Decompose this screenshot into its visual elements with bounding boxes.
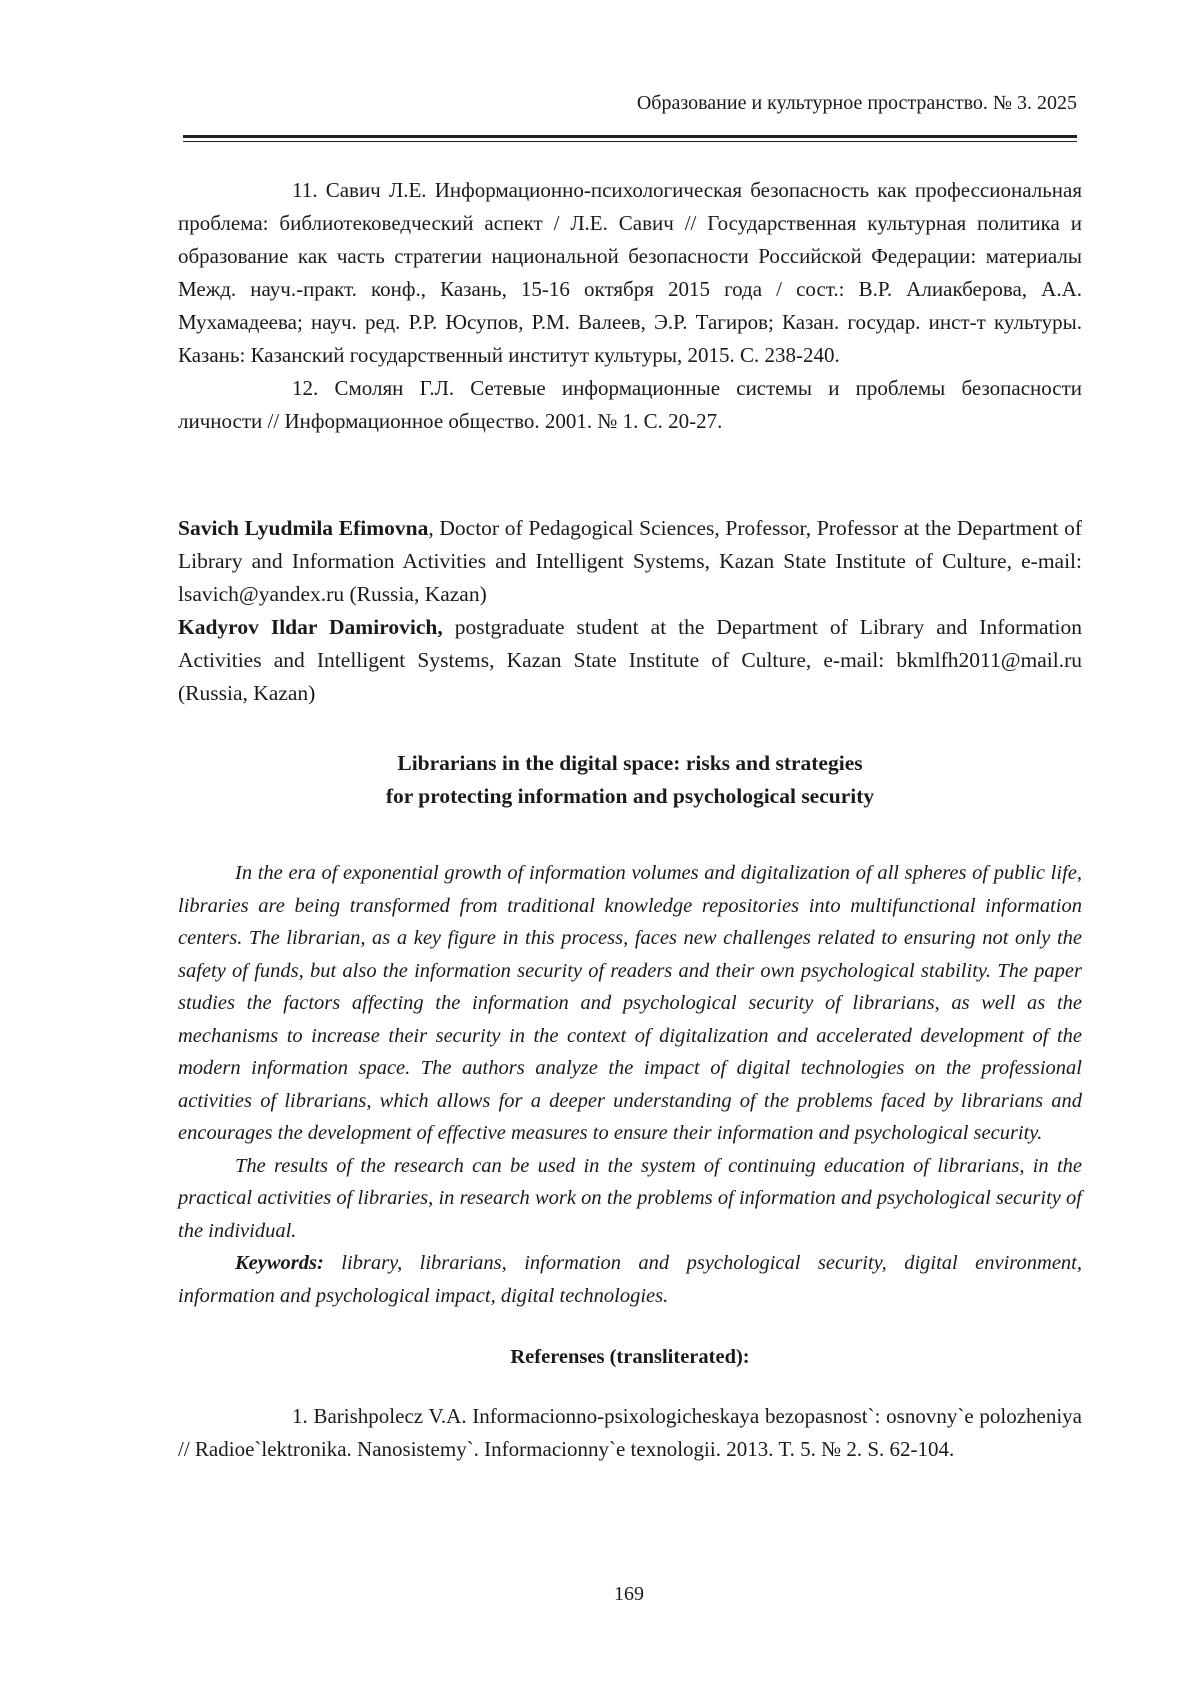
author-entry	[178, 611, 1082, 710]
article-title-line: for protecting information and psychological security	[385, 784, 875, 808]
reference-item	[178, 174, 1082, 372]
reference-text: Смолян Г.Л. Сетевые информационные системы и проблемы безопасности личности // Информационное общество. 2001. № 1. С. 20-27.	[178, 376, 1083, 433]
author-info	[178, 512, 1082, 710]
references-en-list	[178, 1400, 1082, 1466]
article-title	[178, 747, 1082, 813]
author-name: Kadyrov Ildar Damirovich,	[178, 615, 443, 639]
reference-text: Савич Л.Е. Информационно-психологическая безопасность как профессиональная проблема: библиотековедческий аспект / Л.Е. Савич // Государственная культурная политика и образование как часть стратегии национальной безопасности Российской Федерации: материалы Межд. науч.-практ. конф., Казань, 15-16 октября 2015 года / сост.: В.Р. Алиакберова, А.А. Мухамадеева; науч. ред. Р.Р. Юсупов, Р.М. Валеев, Э.Р. Тагиров; Казан. государ. инст-т культуры. Казань: Казанский государственный институт культуры, 2015. С. 238-240.	[178, 178, 1083, 367]
header-rule-thick	[183, 135, 1077, 138]
author-affiliation: postgraduate student at the Department of Library and Information Activities and Intelligent Systems, Kazan State Institute of Culture, e-mail: bkmlfh2011@mail.ru (Russia, Kazan)	[178, 615, 1083, 705]
page-number: 169	[614, 1583, 644, 1605]
reference-item	[178, 1400, 1082, 1466]
keywords	[178, 1247, 1082, 1312]
keywords-label: Keywords:	[235, 1252, 324, 1274]
abstract-paragraph: The results of the research can be used in the system of continuing education of librarians, in the practical activities of libraries, in research work on the problems of information and psychological security of the individual.	[178, 1154, 1082, 1242]
reference-number: 11.	[292, 178, 318, 202]
keywords-text: library, librarians, information and psychological security, digital environment, information and psychological impact, digital technologies.	[178, 1252, 1082, 1307]
abstract-paragraph: In the era of exponential growth of information volumes and digitalization of all spheres of public life, libraries are being transformed from traditional knowledge repositories into multifunctional information centers. The librarian, as a key figure in this process, faces new challenges related to ensuring not only the safety of funds, but also the information security of readers and their own psychological stability. The paper studies the factors affecting the information and psychological security of librarians, as well as the mechanisms to increase their security in the context of digitalization and accelerated development of the modern information space. The authors analyze the impact of digital technologies on the professional activities of librarians, which allows for a deeper understanding of the problems faced by librarians and encourages the development of effective measures to ensure their information and psychological security.	[178, 862, 1082, 1144]
author-affiliation: , Doctor of Pedagogical Sciences, Professor, Professor at the Department of Library and Information Activities and Intelligent Systems, Kazan State Institute of Culture, e-mail: lsavich@yandex.ru (Russia, Kazan)	[178, 516, 1082, 606]
article-title-line: Librarians in the digital space: risks and strategies	[397, 751, 863, 775]
header-rule-thin	[183, 141, 1077, 142]
author-name: Savich Lyudmila Efimovna	[178, 516, 429, 540]
author-entry	[178, 512, 1082, 611]
reference-item	[178, 372, 1082, 438]
references-en-heading: Referenses (transliterated):	[510, 1346, 750, 1368]
reference-number: 12.	[292, 376, 319, 400]
running-header: Образование и культурное пространство. № 3. 2025	[636, 92, 1077, 114]
abstract	[178, 857, 1082, 1312]
reference-text: Barishpolecz V.A. Informacionno-psixologicheskaya bezopasnost`: osnovny`e polozheniya // Radioe`lektronika. Nanosistemy`. Informacionny`e texnologii. 2013. T. 5. № 2. S. 62-104.	[178, 1404, 1083, 1461]
references-ru-list	[178, 174, 1082, 438]
reference-number: 1.	[292, 1404, 308, 1428]
